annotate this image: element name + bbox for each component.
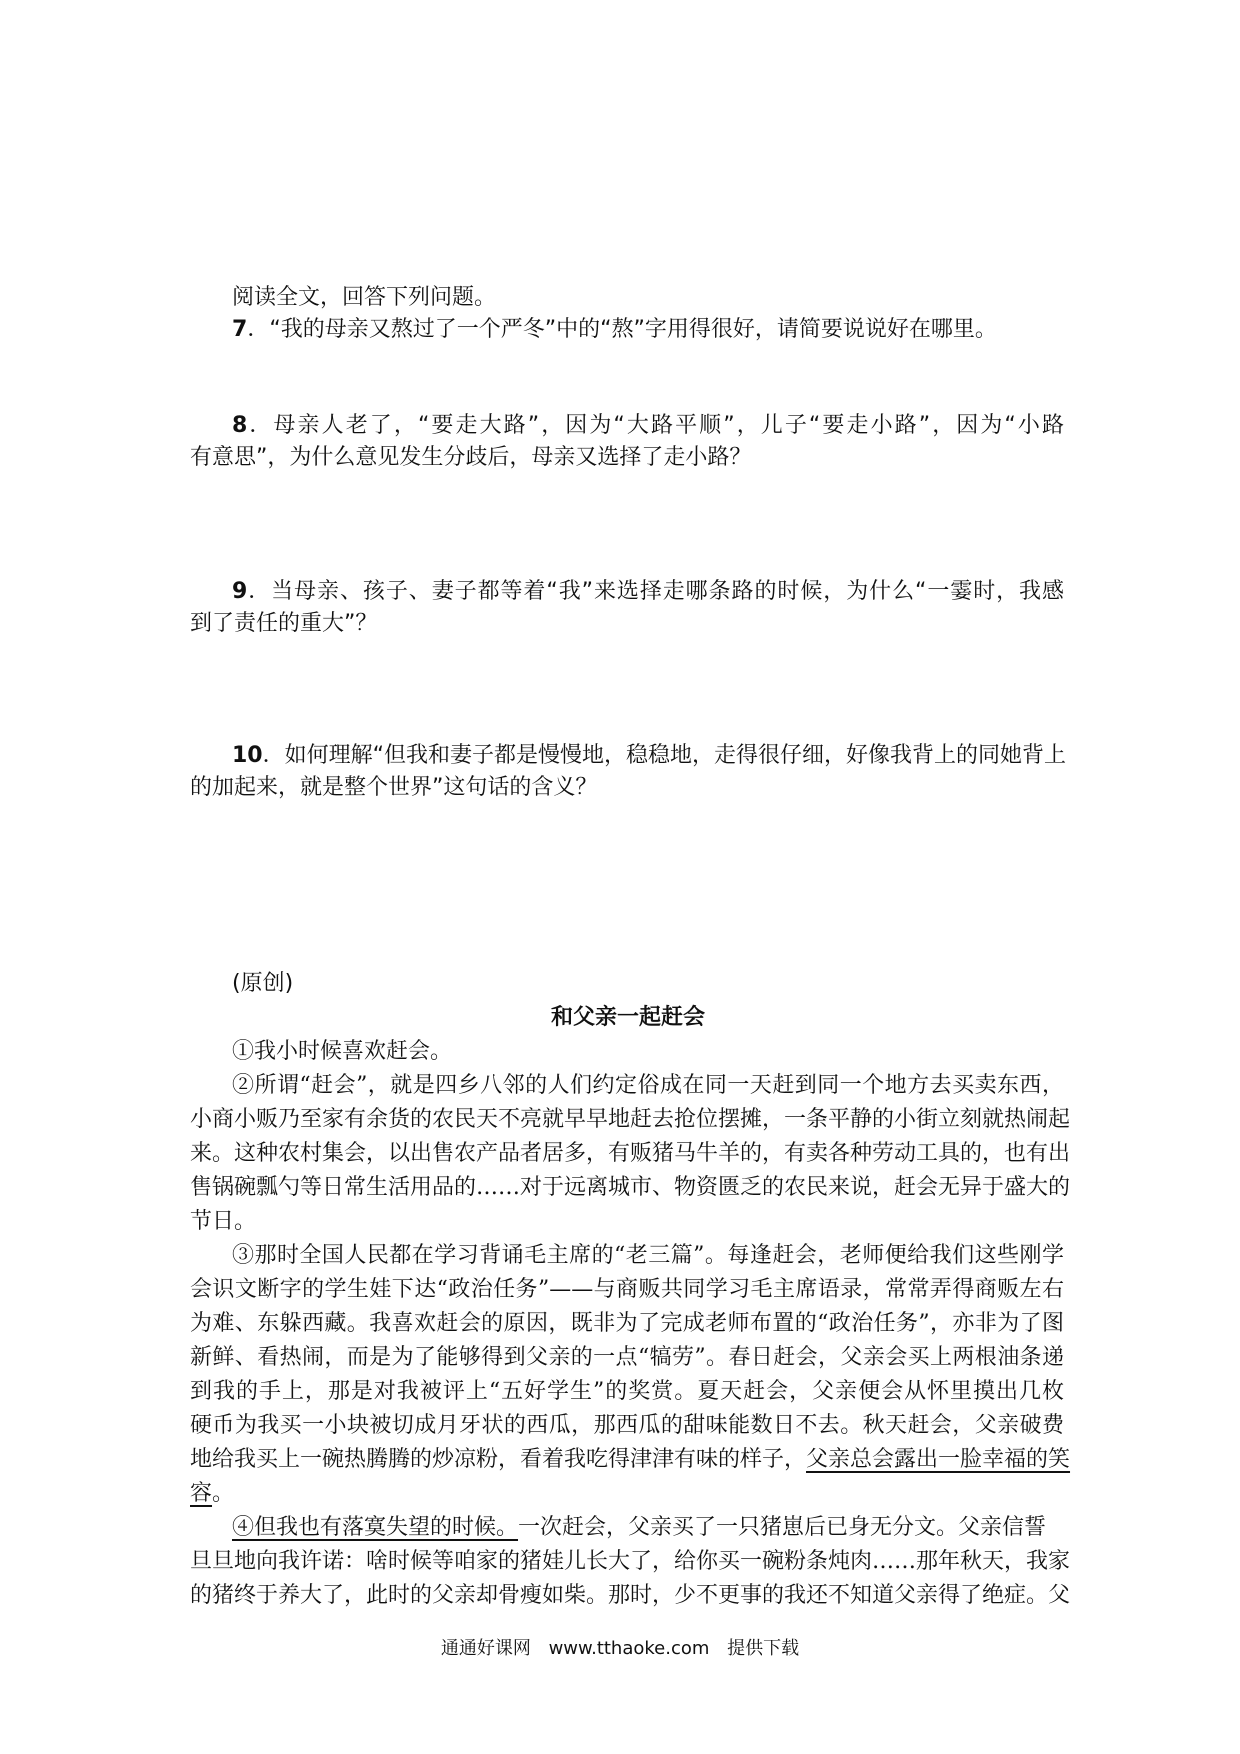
paragraph-3-text: 地给我买上一碗热腾腾的炒凉粉，看着我吃得津津有味的样子， [190, 1447, 807, 1472]
source-note: (原创) [232, 971, 294, 996]
question-number: 10 [232, 743, 263, 768]
paragraph-4-line [232, 1512, 1046, 1544]
paragraph-1: ①我小时候喜欢赶会。 [232, 1039, 453, 1064]
question-8-line-2: 有意思”，为什么意见发生分歧后，母亲又选择了走小路？ [190, 445, 752, 470]
underlined-sentence: ④但我也有落寞失望的时候。 [232, 1515, 519, 1540]
paragraph-3-line: 到我的手上，那是对我被评上“五好学生”的奖赏。夏天赶会，父亲便会从怀里摸出几枚 [190, 1379, 1064, 1404]
paragraph-3-line [190, 1478, 234, 1510]
question-number: 7 [232, 317, 248, 342]
paragraph-3-line [190, 1444, 1071, 1476]
question-9-line-1 [232, 576, 1064, 608]
question-text: ．“我的母亲又熬过了一个严冬”中的“熬”字用得很好，请简要说说好在哪里。 [247, 317, 997, 342]
question-10-line-2: 的加起来，就是整个世界”这句话的含义？ [190, 775, 598, 800]
question-text: ．母亲人老了，“要走大路”，因为“大路平顺”，儿子“要走小路”，因为“小路 [247, 413, 1064, 438]
footer-site-name: 通通好课网 [440, 1638, 531, 1659]
question-number: 8 [232, 413, 248, 438]
paragraph-3-line: 为难、东躲西藏。我喜欢赶会的原因，既非为了完成老师布置的“政治任务”，亦非为了图 [190, 1311, 1064, 1336]
question-7 [232, 314, 997, 346]
instruction-text: 阅读全文，回答下列问题。 [232, 285, 497, 310]
footer-url[interactable]: www.tthaoke.com [548, 1638, 710, 1659]
paragraph-2-line: 小商小贩乃至家有余货的农民天不亮就早早地赶去抢位摆摊，一条平静的小街立刻就热闹起 [190, 1107, 1071, 1132]
question-10-line-1 [232, 740, 1067, 772]
paragraph-2-line: 节日。 [190, 1209, 257, 1234]
page-footer [0, 1636, 1240, 1662]
paragraph-3-line: 硬币为我买一小块被切成月牙状的西瓜，那西瓜的甜味能数日不去。秋天赶会，父亲破费 [190, 1413, 1064, 1438]
question-text: ．当母亲、孩子、妻子都等着“我”来选择走哪条路的时候，为什么“一霎时，我感 [247, 579, 1064, 604]
question-9-line-2: 到了责任的重大”？ [190, 611, 378, 636]
footer-note: 提供下载 [727, 1638, 800, 1659]
paragraph-3-line: ③那时全国人民都在学习背诵毛主席的“老三篇”。每逢赶会，老师便给我们这些刚学 [232, 1243, 1064, 1268]
underlined-sentence: 父亲总会露出一脸幸福的笑 [806, 1447, 1071, 1472]
underlined-sentence: 容 [190, 1481, 213, 1506]
passage-title: 和父亲一起赶会 [550, 1005, 705, 1030]
paragraph-4-line: 的猪终于养大了，此时的父亲却骨瘦如柴。那时，少不更事的我还不知道父亲得了绝症。父 [190, 1583, 1071, 1608]
paragraph-2-line: 售锅碗瓢勺等日常生活用品的……对于远离城市、物资匮乏的农民来说，赶会无异于盛大的 [190, 1175, 1071, 1200]
paragraph-3-text: 。 [212, 1481, 235, 1506]
paragraph-2-line: ②所谓“赶会”，就是四乡八邻的人们约定俗成在同一天赶到同一个地方去买卖东西， [232, 1073, 1064, 1098]
question-8-line-1 [232, 410, 1064, 442]
paragraph-4-line: 旦旦地向我许诺：啥时候等咱家的猪娃儿长大了，给你买一碗粉条炖肉……那年秋天，我家 [190, 1549, 1071, 1574]
paragraph-3-line: 会识文断字的学生娃下达“政治任务”——与商贩共同学习毛主席语录，常常弄得商贩左右 [190, 1277, 1064, 1302]
paragraph-3-line: 新鲜、看热闹，而是为了能够得到父亲的一点“犒劳”。春日赶会，父亲会买上两根油条递 [190, 1345, 1064, 1370]
paragraph-2-line: 来。这种农村集会，以出售农产品者居多，有贩猪马牛羊的，有卖各种劳动工具的，也有出 [190, 1141, 1071, 1166]
question-number: 9 [232, 579, 248, 604]
question-text: ．如何理解“但我和妻子都是慢慢地，稳稳地，走得很仔细，好像我背上的同她背上 [262, 743, 1067, 768]
paragraph-4-text: 一次赶会，父亲买了一只猪崽后已身无分文。父亲信誓 [518, 1515, 1047, 1540]
